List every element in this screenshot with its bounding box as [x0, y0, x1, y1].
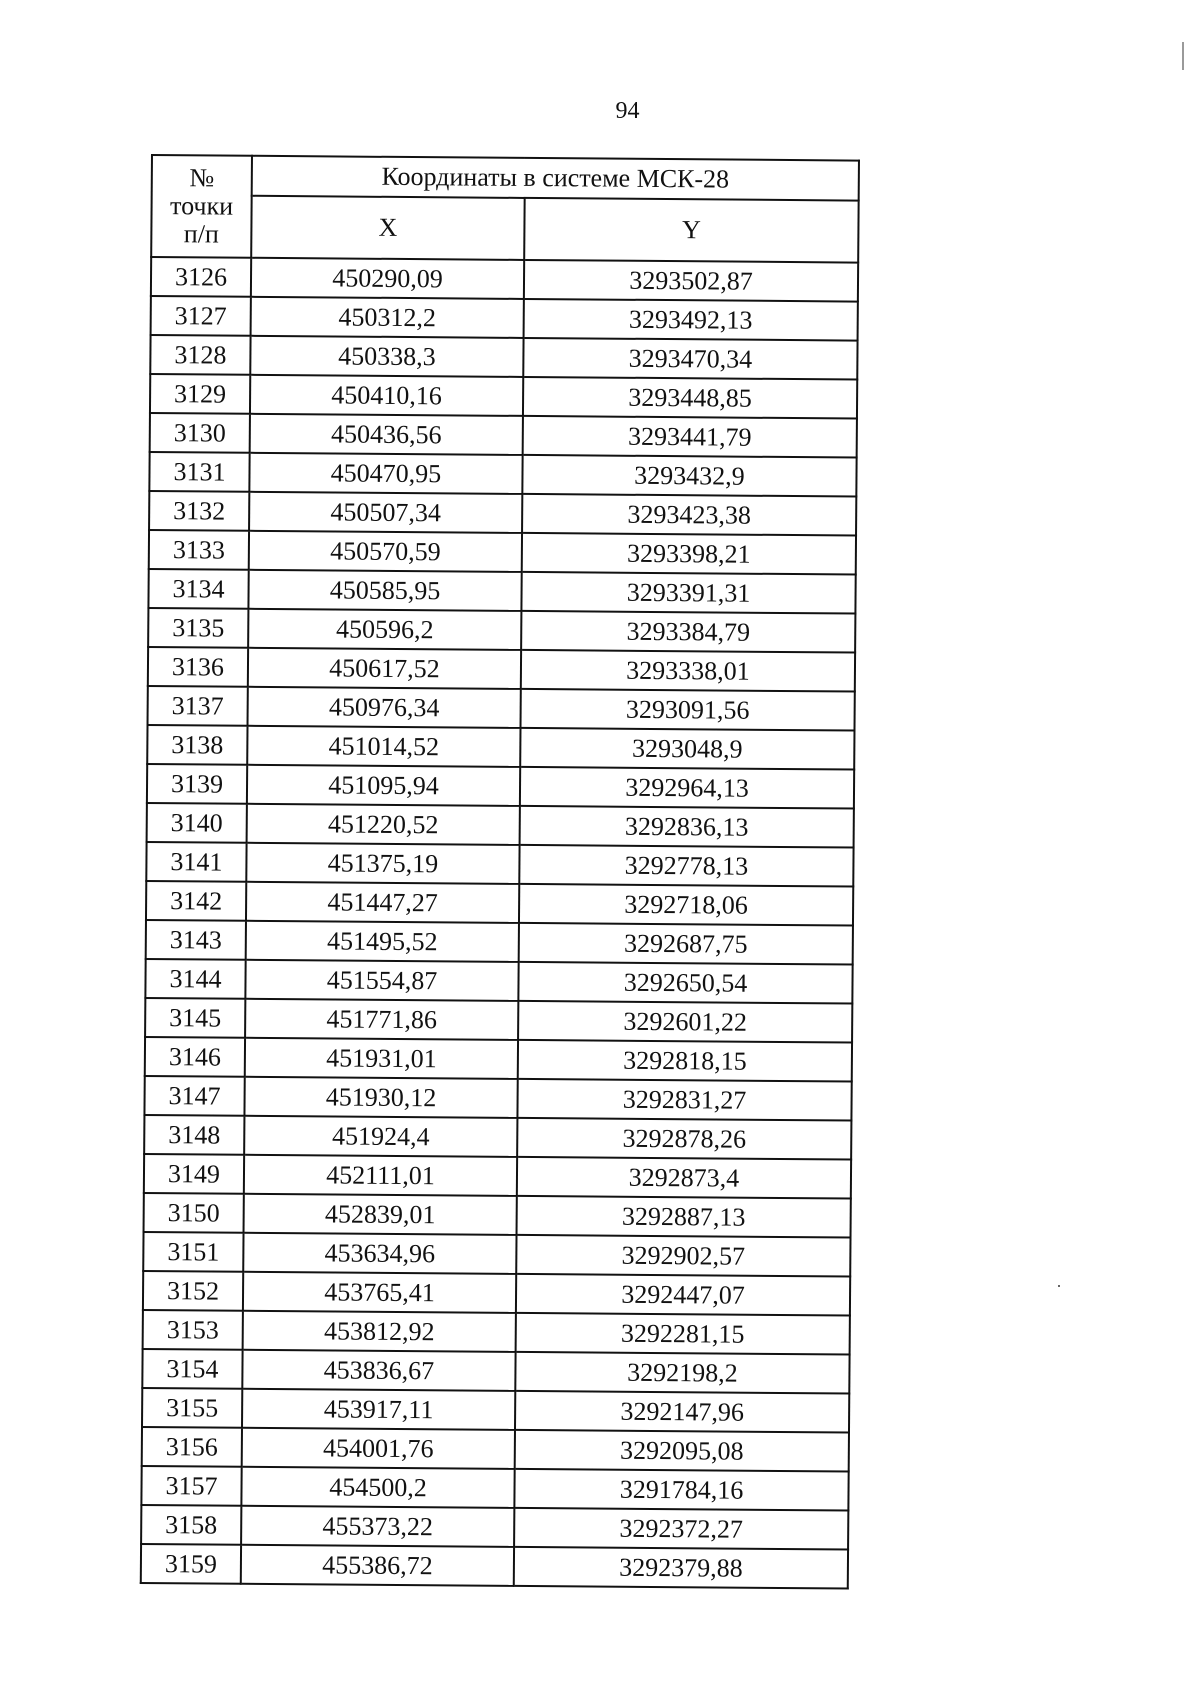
- y-coordinate-cell: 3292372,27: [514, 1508, 848, 1550]
- table-row: [145, 998, 852, 1043]
- point-number-cell: 3131: [149, 452, 249, 492]
- x-coordinate-cell: 451554,87: [245, 960, 518, 1001]
- point-number-cell: 3152: [143, 1271, 243, 1311]
- y-coordinate-cell: 3293384,79: [521, 611, 855, 653]
- table-row: [151, 296, 858, 341]
- point-number-cell: 3128: [150, 335, 250, 375]
- y-coordinate-cell: 3292601,22: [518, 1001, 852, 1043]
- point-number-cell: 3127: [151, 296, 251, 336]
- point-number-cell: 3139: [147, 764, 247, 804]
- x-coordinate-cell: 451375,19: [246, 843, 519, 884]
- scan-speck: [1058, 1285, 1060, 1287]
- x-coordinate-cell: 452839,01: [244, 1194, 517, 1235]
- x-coordinate-cell: 450338,3: [250, 336, 523, 377]
- y-coordinate-cell: 3292281,15: [516, 1313, 850, 1355]
- table-row: [148, 647, 855, 692]
- point-number-cell: 3130: [150, 413, 250, 453]
- point-number-cell: 3136: [148, 647, 248, 687]
- point-number-cell: 3134: [148, 569, 248, 609]
- x-coordinate-cell: 454001,76: [242, 1428, 515, 1469]
- x-coordinate-cell: 450585,95: [248, 570, 521, 611]
- point-number-cell: 3132: [149, 491, 249, 531]
- point-number-cell: 3149: [144, 1154, 244, 1194]
- y-coordinate-cell: 3292147,96: [515, 1391, 849, 1433]
- y-coordinate-cell: 3293048,9: [520, 728, 854, 770]
- x-coordinate-cell: 453812,92: [243, 1311, 516, 1352]
- x-coordinate-cell: 450507,34: [249, 492, 522, 533]
- x-coordinate-cell: 453836,67: [242, 1350, 515, 1391]
- x-coordinate-cell: 451930,12: [244, 1077, 517, 1118]
- x-column-header: X: [251, 196, 524, 260]
- point-number-cell: 3156: [142, 1427, 242, 1467]
- point-number-cell: 3159: [141, 1544, 241, 1584]
- table-row: [144, 1154, 851, 1199]
- point-number-cell: 3144: [145, 959, 245, 999]
- y-coordinate-cell: 3293398,21: [522, 533, 856, 575]
- y-coordinate-cell: 3293432,9: [522, 455, 856, 497]
- point-number-cell: 3137: [148, 686, 248, 726]
- point-number-cell: 3145: [145, 998, 245, 1038]
- table-row: [148, 686, 855, 731]
- x-coordinate-cell: 450312,2: [251, 297, 524, 338]
- point-number-header-line2: точки: [169, 191, 234, 221]
- y-coordinate-cell: 3293091,56: [521, 689, 855, 731]
- y-column-header: Y: [524, 198, 858, 263]
- scan-edge-mark: [1182, 42, 1184, 70]
- y-coordinate-cell: 3292964,13: [520, 767, 854, 809]
- table-row: [141, 1544, 848, 1589]
- table-row: [147, 764, 854, 809]
- x-coordinate-cell: 451220,52: [247, 804, 520, 845]
- x-coordinate-cell: 451447,27: [246, 882, 519, 923]
- y-coordinate-cell: 3293502,87: [524, 260, 858, 302]
- y-coordinate-cell: 3293470,34: [523, 338, 857, 380]
- coordinates-table: [140, 154, 860, 1590]
- y-coordinate-cell: 3292836,13: [520, 806, 854, 848]
- x-coordinate-cell: 451095,94: [247, 765, 520, 806]
- point-number-header: [151, 155, 252, 258]
- y-coordinate-cell: 3292687,75: [519, 923, 853, 965]
- y-coordinate-cell: 3291784,16: [514, 1469, 848, 1511]
- x-coordinate-cell: 451924,4: [244, 1116, 517, 1157]
- y-coordinate-cell: 3292650,54: [518, 962, 852, 1004]
- point-number-cell: 3158: [141, 1505, 241, 1545]
- x-coordinate-cell: 454500,2: [241, 1467, 514, 1508]
- table-body: [141, 257, 858, 1589]
- point-number-header-line1: №: [189, 163, 215, 193]
- table-row: [151, 257, 858, 302]
- x-coordinate-cell: 453765,41: [243, 1272, 516, 1313]
- table-row: [149, 491, 856, 536]
- x-coordinate-cell: 453917,11: [242, 1389, 515, 1430]
- table-row: [150, 335, 857, 380]
- table-row: [146, 920, 853, 965]
- x-coordinate-cell: 451495,52: [246, 921, 519, 962]
- x-coordinate-cell: 451014,52: [247, 726, 520, 767]
- table-row: [141, 1466, 848, 1511]
- table-row: [146, 842, 853, 887]
- table-header: [151, 155, 859, 263]
- y-coordinate-cell: 3292778,13: [519, 845, 853, 887]
- table-row: [143, 1232, 850, 1277]
- table-row: [142, 1427, 849, 1472]
- point-number-cell: 3154: [142, 1349, 242, 1389]
- point-number-cell: 3157: [141, 1466, 241, 1506]
- table-row: [142, 1388, 849, 1433]
- point-number-cell: 3143: [146, 920, 246, 960]
- y-coordinate-cell: 3292887,13: [517, 1196, 851, 1238]
- table-row: [147, 725, 854, 770]
- table-row: [142, 1349, 849, 1394]
- point-number-cell: 3155: [142, 1388, 242, 1428]
- table-row: [150, 374, 857, 419]
- y-coordinate-cell: 3292379,88: [514, 1547, 848, 1589]
- y-coordinate-cell: 3292878,26: [517, 1118, 851, 1160]
- table-row: [145, 959, 852, 1004]
- y-coordinate-cell: 3292818,15: [518, 1040, 852, 1082]
- point-number-cell: 3135: [148, 608, 248, 648]
- y-coordinate-cell: 3293441,79: [523, 416, 857, 458]
- table-row: [143, 1271, 850, 1316]
- x-coordinate-cell: 450410,16: [250, 375, 523, 416]
- x-coordinate-cell: 450290,09: [251, 258, 524, 299]
- point-number-cell: 3141: [146, 842, 246, 882]
- y-coordinate-cell: 3293448,85: [523, 377, 857, 419]
- y-coordinate-cell: 3292873,4: [517, 1157, 851, 1199]
- coordinate-system-header: Координаты в системе МСК-28: [252, 156, 859, 201]
- x-coordinate-cell: 450617,52: [248, 648, 521, 689]
- x-coordinate-cell: 451931,01: [245, 1038, 518, 1079]
- point-number-cell: 3146: [145, 1037, 245, 1077]
- point-number-cell: 3142: [146, 881, 246, 921]
- page-number: 94: [615, 98, 640, 124]
- point-number-cell: 3153: [143, 1310, 243, 1350]
- x-coordinate-cell: 450470,95: [249, 453, 522, 494]
- x-coordinate-cell: 451771,86: [245, 999, 518, 1040]
- y-coordinate-cell: 3293423,38: [522, 494, 856, 536]
- y-coordinate-cell: 3292198,2: [515, 1352, 849, 1394]
- table-row: [146, 881, 853, 926]
- table-row: [141, 1505, 848, 1550]
- point-number-cell: 3140: [147, 803, 247, 843]
- table-row: [148, 608, 855, 653]
- x-coordinate-cell: 450570,59: [249, 531, 522, 572]
- table-row: [145, 1037, 852, 1082]
- point-number-cell: 3126: [151, 257, 251, 297]
- x-coordinate-cell: 452111,01: [244, 1155, 517, 1196]
- y-coordinate-cell: 3292902,57: [516, 1235, 850, 1277]
- table-row: [144, 1193, 851, 1238]
- point-number-cell: 3129: [150, 374, 250, 414]
- point-number-cell: 3147: [144, 1076, 244, 1116]
- point-number-header-line3: п/п: [183, 219, 220, 249]
- point-number-cell: 3133: [149, 530, 249, 570]
- table-row: [144, 1115, 851, 1160]
- table-row: [144, 1076, 851, 1121]
- y-coordinate-cell: 3292095,08: [515, 1430, 849, 1472]
- y-coordinate-cell: 3293338,01: [521, 650, 855, 692]
- table-row: [150, 413, 857, 458]
- table-row: [148, 569, 855, 614]
- table-row: [143, 1310, 850, 1355]
- y-coordinate-cell: 3292831,27: [517, 1079, 851, 1121]
- point-number-cell: 3150: [144, 1193, 244, 1233]
- point-number-cell: 3148: [144, 1115, 244, 1155]
- y-coordinate-cell: 3293492,13: [524, 299, 858, 341]
- table-row: [149, 530, 856, 575]
- table-row: [147, 803, 854, 848]
- point-number-cell: 3151: [143, 1232, 243, 1272]
- x-coordinate-cell: 455386,72: [241, 1545, 514, 1586]
- x-coordinate-cell: 450976,34: [248, 687, 521, 728]
- x-coordinate-cell: 453634,96: [243, 1233, 516, 1274]
- x-coordinate-cell: 450436,56: [250, 414, 523, 455]
- x-coordinate-cell: 450596,2: [248, 609, 521, 650]
- y-coordinate-cell: 3292447,07: [516, 1274, 850, 1316]
- point-number-cell: 3138: [147, 725, 247, 765]
- y-coordinate-cell: 3293391,31: [521, 572, 855, 614]
- table-row: [149, 452, 856, 497]
- x-coordinate-cell: 455373,22: [241, 1506, 514, 1547]
- y-coordinate-cell: 3292718,06: [519, 884, 853, 926]
